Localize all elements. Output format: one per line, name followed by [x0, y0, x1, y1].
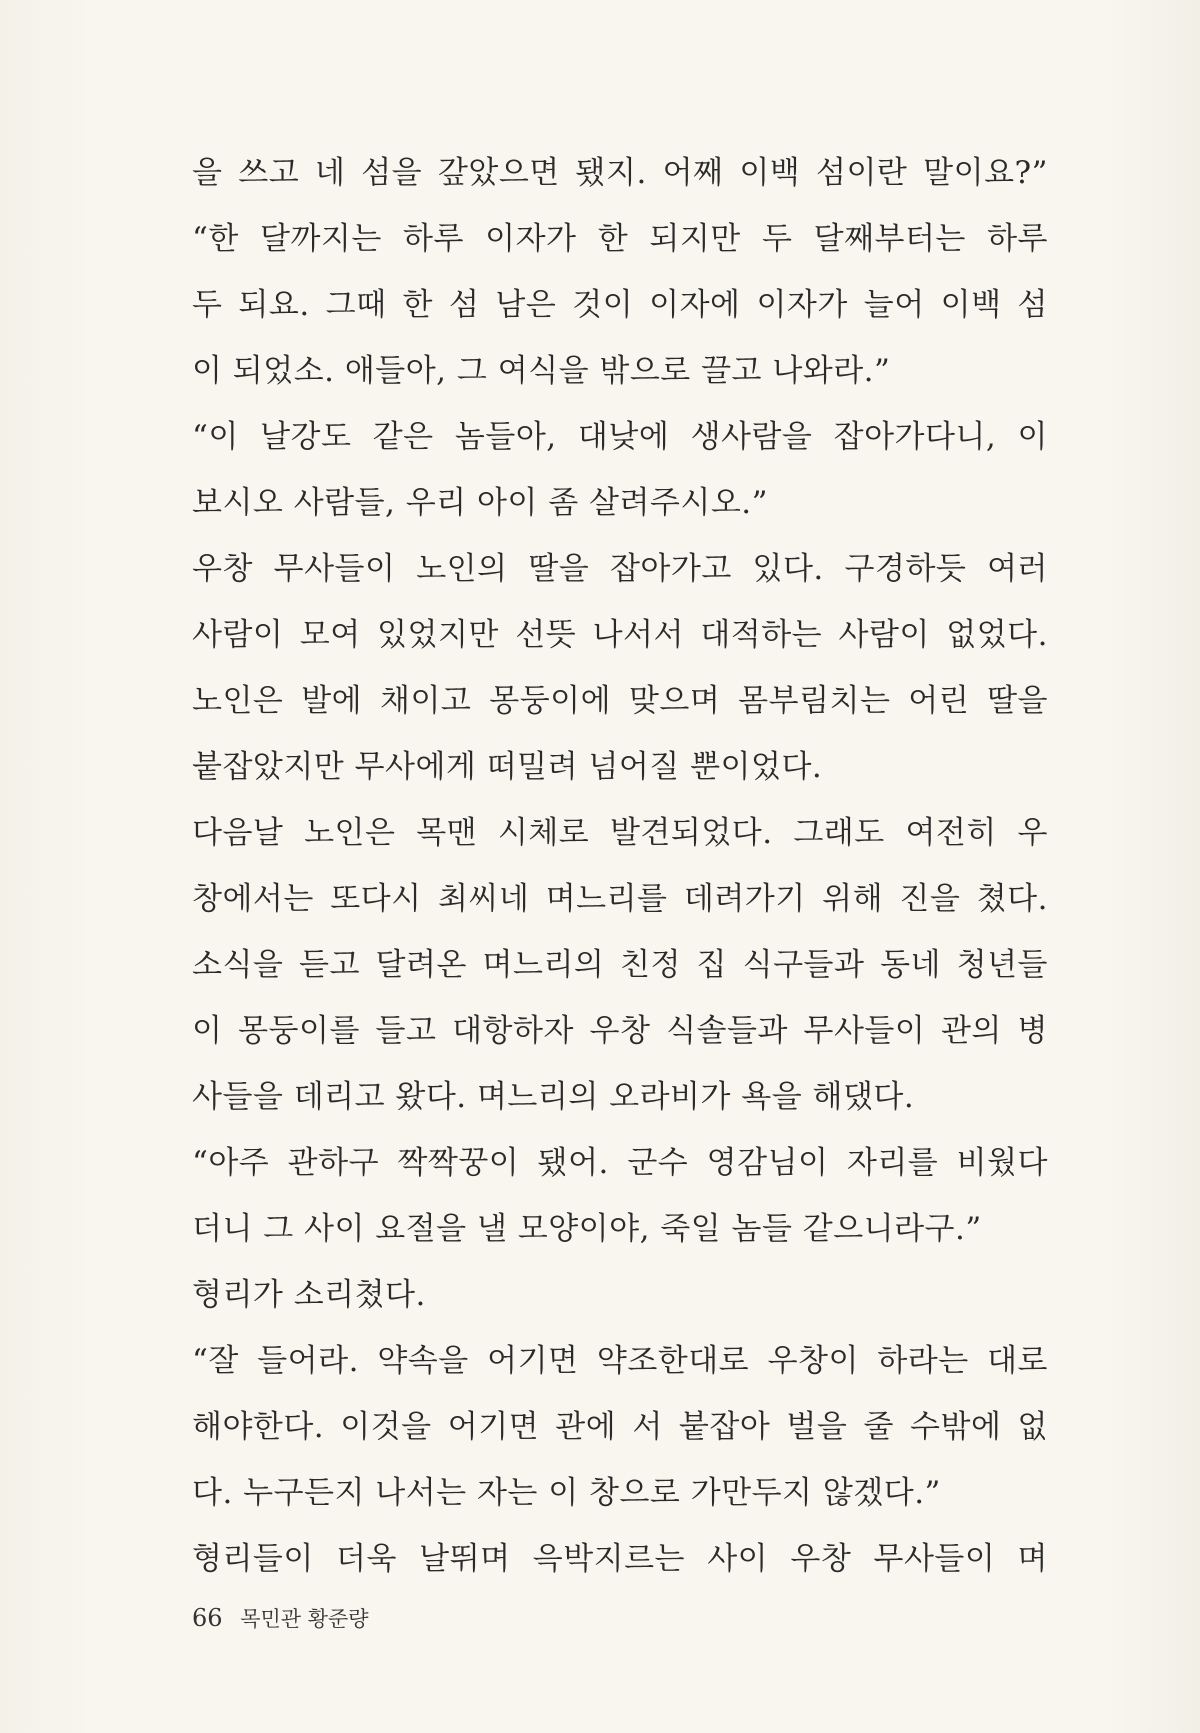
- page-footer: [192, 1600, 369, 1636]
- text-line-20: 해야한다. 이것을 어기면 관에 서 붙잡아 벌을 줄 수밖에 없: [192, 1409, 1048, 1445]
- text-line-1: 을 쓰고 네 섬을 갚았으면 됐지. 어째 이백 섬이란 말이요?”: [192, 155, 1048, 191]
- text-line-2: “한 달까지는 하루 이자가 한 되지만 두 달째부터는 하루: [192, 221, 1048, 257]
- text-line-8: 사람이 모여 있었지만 선뜻 나서서 대적하는 사람이 없었다.: [192, 617, 1048, 653]
- text-line-21: 다. 누구든지 나서는 자는 이 창으로 가만두지 않겠다.”: [192, 1475, 941, 1511]
- text-line-18: 형리가 소리쳤다.: [192, 1277, 426, 1313]
- text-line-6: 보시오 사람들, 우리 아이 좀 살려주시오.”: [192, 485, 768, 521]
- text-line-15: 사들을 데리고 왔다. 며느리의 오라비가 욕을 해댔다.: [192, 1079, 915, 1115]
- text-line-10: 붙잡았지만 무사에게 떠밀려 넘어질 뿐이었다.: [192, 749, 823, 785]
- book-title: 목민관 황준량: [240, 1607, 369, 1631]
- text-line-22: 형리들이 더욱 날뛰며 윽박지르는 사이 우창 무사들이 며: [192, 1541, 1048, 1577]
- text-line-7: 우창 무사들이 노인의 딸을 잡아가고 있다. 구경하듯 여러: [192, 551, 1048, 587]
- text-line-16: “아주 관하구 짝짝꿍이 됐어. 군수 영감님이 자리를 비웠다: [192, 1145, 1048, 1181]
- text-line-9: 노인은 발에 채이고 몽둥이에 맞으며 몸부림치는 어린 딸을: [192, 683, 1048, 719]
- text-line-5: “이 날강도 같은 놈들아, 대낮에 생사람을 잡아가다니, 이: [192, 419, 1048, 455]
- text-line-12: 창에서는 또다시 최씨네 며느리를 데려가기 위해 진을 쳤다.: [192, 881, 1048, 917]
- page-number: 66: [192, 1604, 223, 1632]
- text-line-14: 이 몽둥이를 들고 대항하자 우창 식솔들과 무사들이 관의 병: [192, 1013, 1048, 1049]
- body-text: [192, 140, 1048, 1592]
- text-line-4: 이 되었소. 애들아, 그 여식을 밖으로 끌고 나와라.”: [192, 353, 891, 389]
- text-line-11: 다음날 노인은 목맨 시체로 발견되었다. 그래도 여전히 우: [192, 815, 1048, 851]
- text-line-13: 소식을 듣고 달려온 며느리의 친정 집 식구들과 동네 청년들: [192, 947, 1048, 983]
- text-line-19: “잘 들어라. 약속을 어기면 약조한대로 우창이 하라는 대로: [192, 1343, 1048, 1379]
- text-line-17: 더니 그 사이 요절을 낼 모양이야, 죽일 놈들 같으니라구.”: [192, 1211, 982, 1247]
- text-line-3: 두 되요. 그때 한 섬 남은 것이 이자에 이자가 늘어 이백 섬: [192, 287, 1048, 323]
